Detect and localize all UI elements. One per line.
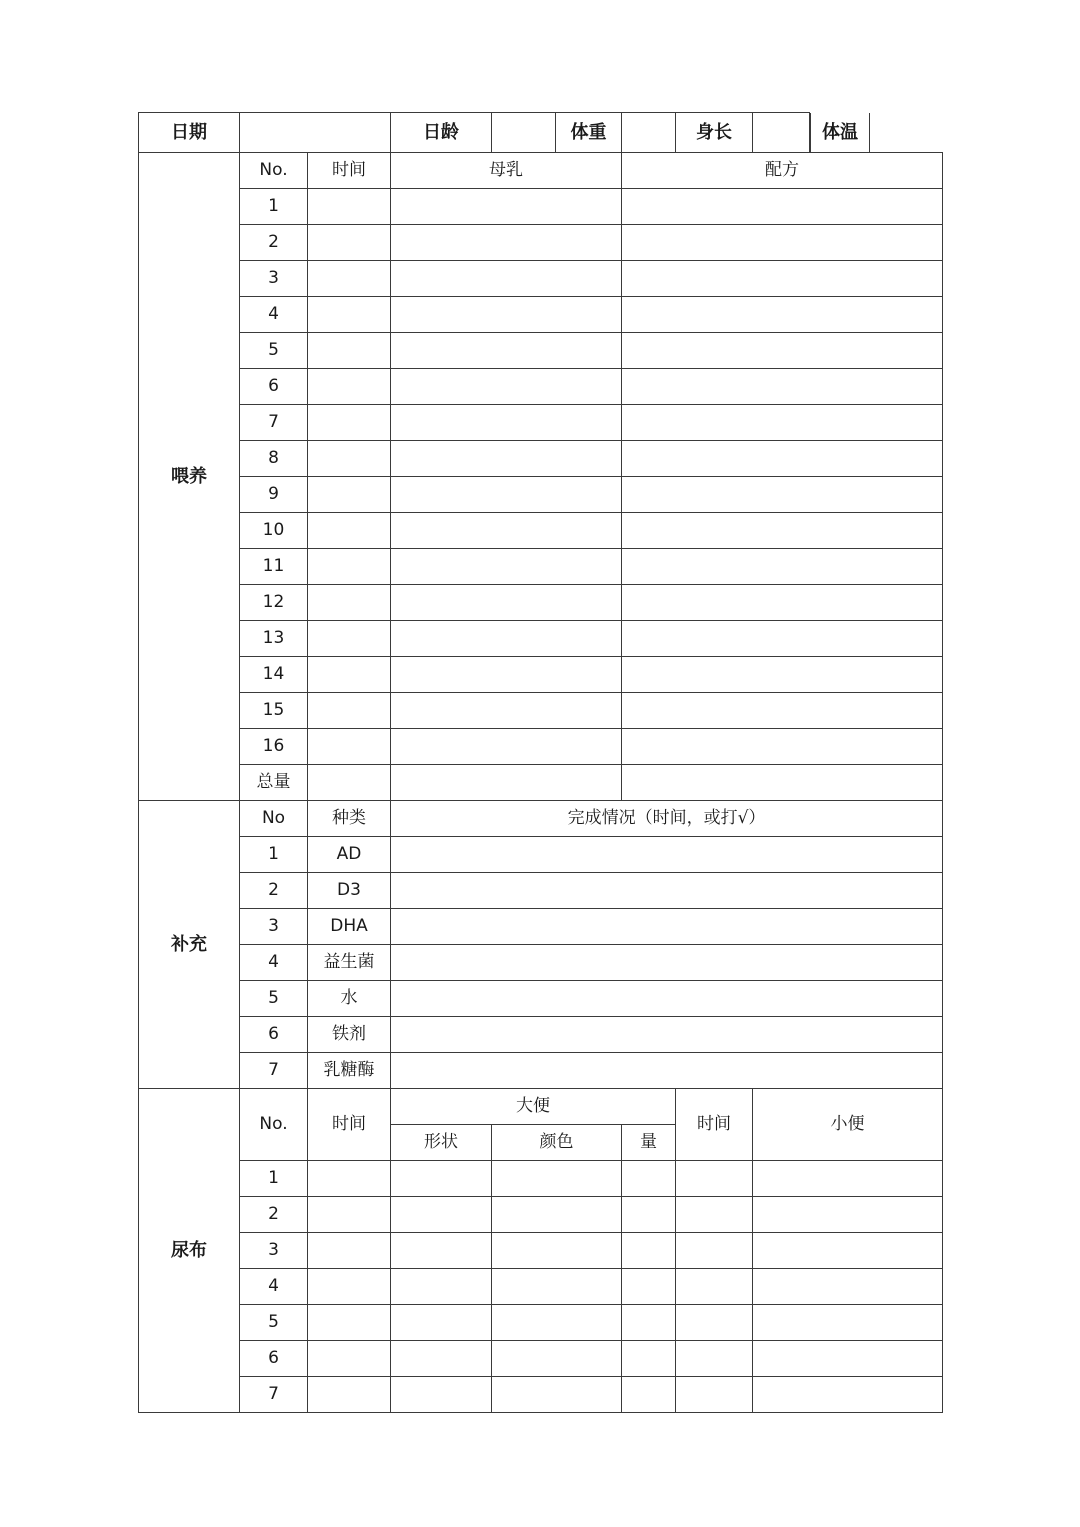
diaper-time-cell[interactable] — [308, 1197, 391, 1233]
date-label: 日期 — [139, 113, 240, 153]
diaper-row-no: 3 — [240, 1233, 308, 1269]
stool-amount-cell[interactable] — [622, 1305, 676, 1341]
feeding-row-no: 7 — [240, 405, 308, 441]
feeding-row-no: 8 — [240, 441, 308, 477]
formula-cell[interactable] — [622, 549, 943, 585]
formula-cell[interactable] — [622, 333, 943, 369]
length-label: 身长 — [676, 113, 753, 153]
supplement-row-no: 6 — [240, 1017, 308, 1053]
breast-milk-header: 母乳 — [391, 153, 622, 189]
stool-header: 大便 — [391, 1089, 676, 1125]
diaper-row-no: 1 — [240, 1161, 308, 1197]
breast-milk-cell[interactable] — [391, 621, 622, 657]
feeding-row — [139, 621, 943, 657]
feeding-row-no: 11 — [240, 549, 308, 585]
feeding-time-cell[interactable] — [308, 585, 391, 621]
urine-time-cell[interactable] — [676, 1161, 753, 1197]
breast-milk-cell[interactable] — [391, 333, 622, 369]
supplement-row — [139, 873, 943, 909]
stool-shape-cell[interactable] — [391, 1341, 492, 1377]
supplement-status-cell[interactable] — [391, 945, 943, 981]
feeding-row-no: 15 — [240, 693, 308, 729]
baby-care-log-table — [138, 112, 943, 1413]
stool-amount-cell[interactable] — [622, 1197, 676, 1233]
feeding-time-cell[interactable] — [308, 657, 391, 693]
feeding-row — [139, 225, 943, 261]
stool-color-cell[interactable] — [492, 1197, 622, 1233]
breast-milk-total-cell[interactable] — [391, 765, 622, 801]
supplement-row — [139, 945, 943, 981]
feeding-row — [139, 333, 943, 369]
stool-color-cell[interactable] — [492, 1305, 622, 1341]
urine-time-cell[interactable] — [676, 1197, 753, 1233]
supplement-no-header: No — [240, 801, 308, 837]
supplement-row-no: 5 — [240, 981, 308, 1017]
feeding-time-cell[interactable] — [308, 297, 391, 333]
supplement-row-no: 1 — [240, 837, 308, 873]
breast-milk-cell[interactable] — [391, 657, 622, 693]
feeding-time-cell[interactable] — [308, 621, 391, 657]
stool-shape-cell[interactable] — [391, 1197, 492, 1233]
feeding-no-header: No. — [240, 153, 308, 189]
diaper-row — [139, 1269, 943, 1305]
supplement-type: 乳糖酶 — [308, 1053, 391, 1089]
diaper-row — [139, 1377, 943, 1413]
feeding-time-cell[interactable] — [308, 477, 391, 513]
feeding-row — [139, 729, 943, 765]
weight-label: 体重 — [556, 113, 622, 153]
length-field[interactable] — [753, 113, 811, 152]
feeding-time-cell[interactable] — [308, 693, 391, 729]
diaper-section-label: 尿布 — [139, 1089, 240, 1413]
temp-label-cell: 体温 — [811, 113, 870, 152]
urine-time-cell[interactable] — [676, 1377, 753, 1413]
supplement-status-header: 完成情况（时间，或打√） — [391, 801, 943, 837]
stool-amount-cell[interactable] — [622, 1269, 676, 1305]
diaper-no-header: No. — [240, 1089, 308, 1161]
feeding-header-row — [139, 153, 943, 189]
urine-cell[interactable] — [753, 1269, 943, 1305]
feeding-time-cell[interactable] — [308, 225, 391, 261]
diaper-row — [139, 1233, 943, 1269]
formula-cell[interactable] — [622, 225, 943, 261]
breast-milk-cell[interactable] — [391, 297, 622, 333]
formula-cell[interactable] — [622, 369, 943, 405]
diaper-time-header: 时间 — [308, 1089, 391, 1161]
urine-time-header: 时间 — [676, 1089, 753, 1161]
stool-amount-header: 量 — [622, 1125, 676, 1161]
feeding-row-no: 16 — [240, 729, 308, 765]
stool-color-cell[interactable] — [492, 1161, 622, 1197]
breast-milk-cell[interactable] — [391, 189, 622, 225]
feeding-total-label: 总量 — [240, 765, 308, 801]
supplement-status-cell[interactable] — [391, 873, 943, 909]
breast-milk-cell[interactable] — [391, 513, 622, 549]
stool-shape-cell[interactable] — [391, 1305, 492, 1341]
breast-milk-cell[interactable] — [391, 369, 622, 405]
supplement-type: 铁剂 — [308, 1017, 391, 1053]
urine-cell[interactable] — [753, 1233, 943, 1269]
stool-shape-cell[interactable] — [391, 1233, 492, 1269]
feeding-row-no: 2 — [240, 225, 308, 261]
feeding-time-cell[interactable] — [308, 189, 391, 225]
formula-cell[interactable] — [622, 189, 943, 225]
diaper-time-cell[interactable] — [308, 1161, 391, 1197]
breast-milk-cell[interactable] — [391, 225, 622, 261]
feeding-time-cell[interactable] — [308, 261, 391, 297]
feeding-row-no: 5 — [240, 333, 308, 369]
feeding-time-cell[interactable] — [308, 369, 391, 405]
urine-time-cell[interactable] — [676, 1341, 753, 1377]
supplement-header-row — [139, 801, 943, 837]
supplement-type: AD — [308, 837, 391, 873]
supplement-row-no: 2 — [240, 873, 308, 909]
formula-cell[interactable] — [622, 297, 943, 333]
formula-cell[interactable] — [622, 621, 943, 657]
supplement-status-cell[interactable] — [391, 1053, 943, 1089]
supplement-row — [139, 837, 943, 873]
supplement-row-no: 4 — [240, 945, 308, 981]
date-field[interactable] — [240, 113, 391, 153]
supplement-type: D3 — [308, 873, 391, 909]
formula-total-cell[interactable] — [622, 765, 943, 801]
formula-cell[interactable] — [622, 441, 943, 477]
breast-milk-cell[interactable] — [391, 261, 622, 297]
breast-milk-cell[interactable] — [391, 585, 622, 621]
urine-cell[interactable] — [753, 1161, 943, 1197]
supplement-row — [139, 981, 943, 1017]
supplement-type-header: 种类 — [308, 801, 391, 837]
stool-amount-cell[interactable] — [622, 1233, 676, 1269]
feeding-row — [139, 261, 943, 297]
formula-cell[interactable] — [622, 693, 943, 729]
stool-shape-cell[interactable] — [391, 1161, 492, 1197]
supplement-status-cell[interactable] — [391, 981, 943, 1017]
stool-amount-cell[interactable] — [622, 1341, 676, 1377]
stool-amount-cell[interactable] — [622, 1377, 676, 1413]
feeding-row-no: 3 — [240, 261, 308, 297]
feeding-time-header: 时间 — [308, 153, 391, 189]
feeding-row-no: 10 — [240, 513, 308, 549]
supplement-row-no: 7 — [240, 1053, 308, 1089]
urine-cell[interactable] — [753, 1341, 943, 1377]
feeding-row — [139, 405, 943, 441]
supplement-status-cell[interactable] — [391, 909, 943, 945]
urine-time-cell[interactable] — [676, 1305, 753, 1341]
diaper-row-no: 5 — [240, 1305, 308, 1341]
feeding-row — [139, 549, 943, 585]
feeding-row — [139, 585, 943, 621]
supplement-status-cell[interactable] — [391, 837, 943, 873]
urine-time-cell[interactable] — [676, 1233, 753, 1269]
age-field[interactable] — [492, 113, 556, 153]
supplement-row — [139, 1017, 943, 1053]
age-label: 日龄 — [391, 113, 492, 153]
feeding-row — [139, 693, 943, 729]
diaper-time-cell[interactable] — [308, 1377, 391, 1413]
feeding-row — [139, 513, 943, 549]
stool-shape-cell[interactable] — [391, 1377, 492, 1413]
formula-cell[interactable] — [622, 585, 943, 621]
formula-cell[interactable] — [622, 477, 943, 513]
urine-cell[interactable] — [753, 1377, 943, 1413]
stool-color-cell[interactable] — [492, 1377, 622, 1413]
supplement-row — [139, 909, 943, 945]
diaper-row-no: 6 — [240, 1341, 308, 1377]
stool-shape-cell[interactable] — [391, 1269, 492, 1305]
feeding-row-no: 9 — [240, 477, 308, 513]
diaper-row — [139, 1197, 943, 1233]
urine-cell[interactable] — [753, 1197, 943, 1233]
breast-milk-cell[interactable] — [391, 405, 622, 441]
diaper-time-cell[interactable] — [308, 1233, 391, 1269]
diaper-time-cell[interactable] — [308, 1305, 391, 1341]
supplement-status-cell[interactable] — [391, 1017, 943, 1053]
stool-color-cell[interactable] — [492, 1233, 622, 1269]
info-row — [139, 113, 943, 153]
stool-color-cell[interactable] — [492, 1341, 622, 1377]
diaper-header-row — [139, 1089, 943, 1125]
breast-milk-cell[interactable] — [391, 693, 622, 729]
diaper-row — [139, 1341, 943, 1377]
urine-header: 小便 — [753, 1089, 943, 1161]
formula-header: 配方 — [622, 153, 943, 189]
breast-milk-cell[interactable] — [391, 441, 622, 477]
feeding-row — [139, 657, 943, 693]
supplement-type: DHA — [308, 909, 391, 945]
diaper-time-cell[interactable] — [308, 1341, 391, 1377]
feeding-row-no: 1 — [240, 189, 308, 225]
urine-cell[interactable] — [753, 1305, 943, 1341]
formula-cell[interactable] — [622, 513, 943, 549]
formula-cell[interactable] — [622, 657, 943, 693]
stool-color-cell[interactable] — [492, 1269, 622, 1305]
supplement-section-label: 补充 — [139, 801, 240, 1089]
feeding-time-cell[interactable] — [308, 513, 391, 549]
feeding-row — [139, 369, 943, 405]
feeding-row — [139, 297, 943, 333]
breast-milk-cell[interactable] — [391, 477, 622, 513]
weight-field[interactable] — [622, 113, 676, 153]
feeding-row — [139, 441, 943, 477]
formula-cell[interactable] — [622, 405, 943, 441]
supplement-type: 益生菌 — [308, 945, 391, 981]
feeding-time-cell[interactable] — [308, 333, 391, 369]
supplement-row-no: 3 — [240, 909, 308, 945]
feeding-time-cell[interactable] — [308, 441, 391, 477]
stool-shape-header: 形状 — [391, 1125, 492, 1161]
feeding-row-no: 4 — [240, 297, 308, 333]
feeding-time-cell[interactable] — [308, 405, 391, 441]
diaper-row-no: 7 — [240, 1377, 308, 1413]
feeding-time-cell[interactable] — [308, 549, 391, 585]
diaper-time-cell[interactable] — [308, 1269, 391, 1305]
feeding-row-no: 12 — [240, 585, 308, 621]
diaper-row — [139, 1161, 943, 1197]
diaper-row-no: 4 — [240, 1269, 308, 1305]
supplement-row — [139, 1053, 943, 1089]
feeding-total-row — [139, 765, 943, 801]
breast-milk-cell[interactable] — [391, 729, 622, 765]
diaper-row-no: 2 — [240, 1197, 308, 1233]
formula-cell[interactable] — [622, 729, 943, 765]
feeding-row-no: 6 — [240, 369, 308, 405]
diaper-row — [139, 1305, 943, 1341]
feeding-section-label: 喂养 — [139, 153, 240, 801]
urine-time-cell[interactable] — [676, 1269, 753, 1305]
stool-color-header: 颜色 — [492, 1125, 622, 1161]
feeding-row-no: 14 — [240, 657, 308, 693]
length-temp-fields — [753, 113, 858, 153]
feeding-row — [139, 477, 943, 513]
feeding-total-time-cell[interactable] — [308, 765, 391, 801]
breast-milk-cell[interactable] — [391, 549, 622, 585]
feeding-time-cell[interactable] — [308, 729, 391, 765]
formula-cell[interactable] — [622, 261, 943, 297]
supplement-type: 水 — [308, 981, 391, 1017]
feeding-row-no: 13 — [240, 621, 308, 657]
feeding-row — [139, 189, 943, 225]
stool-amount-cell[interactable] — [622, 1161, 676, 1197]
